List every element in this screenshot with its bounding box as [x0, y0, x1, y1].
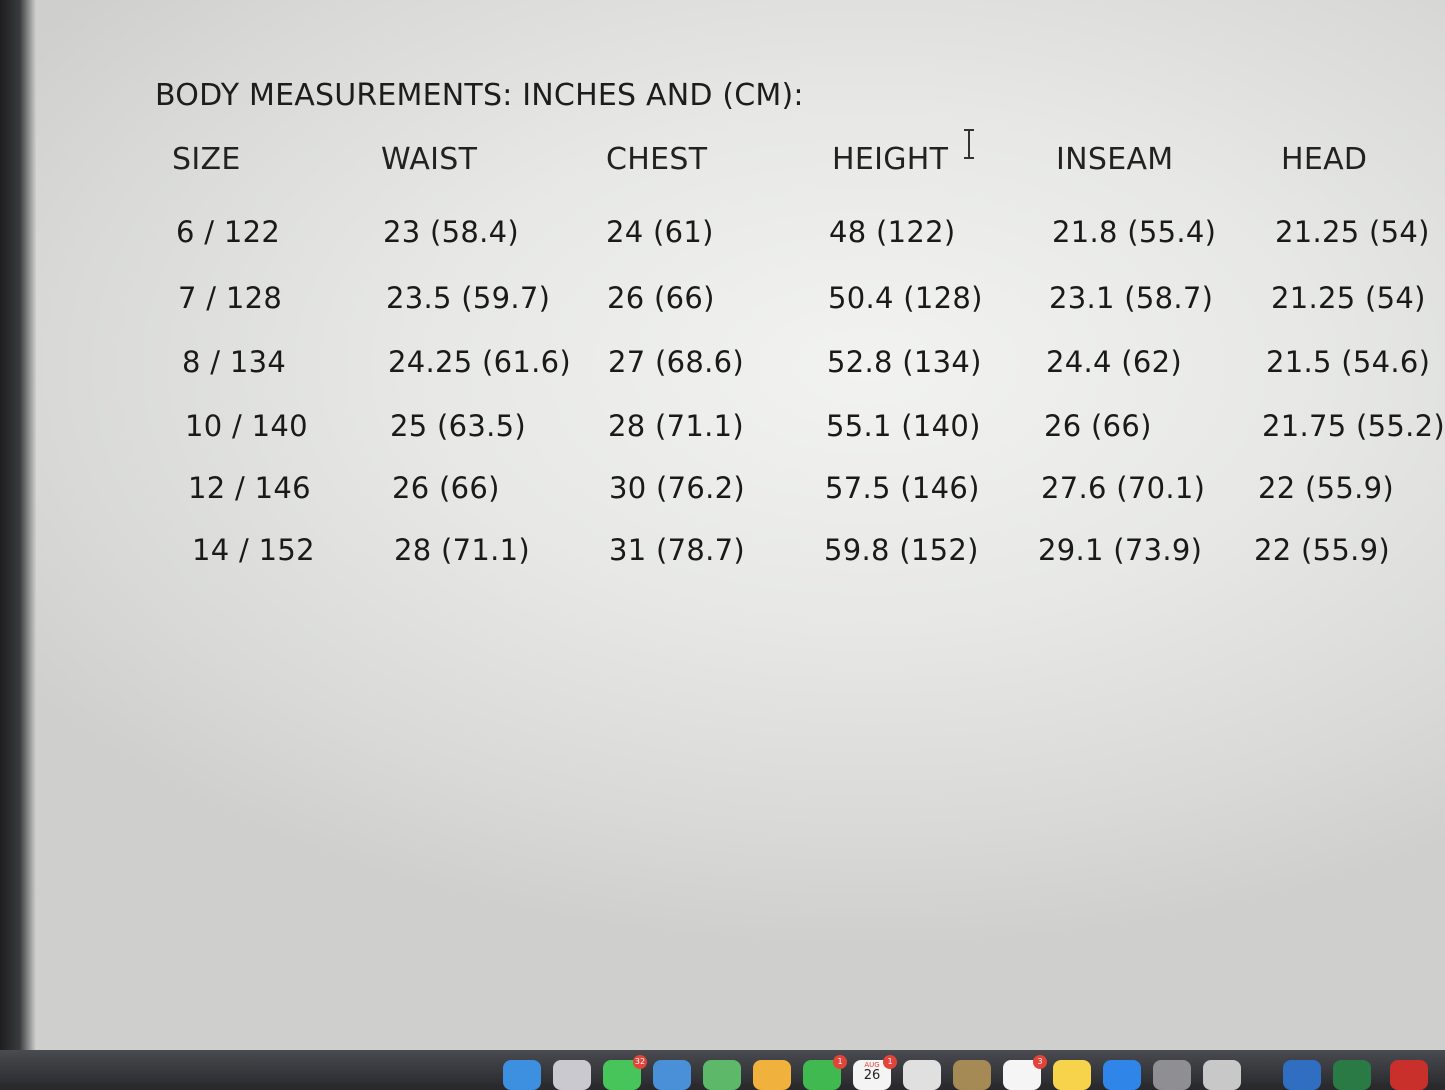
preview-icon[interactable]: [1203, 1060, 1241, 1090]
folder-icon[interactable]: [953, 1060, 991, 1090]
table-cell: 25 (63.5): [390, 409, 527, 443]
table-cell: 23.5 (59.7): [386, 281, 551, 315]
text-cursor-icon: [962, 128, 976, 160]
word-icon[interactable]: [1283, 1060, 1321, 1090]
table-cell: 21.75 (55.2): [1262, 409, 1445, 443]
table-cell: 24.4 (62): [1046, 345, 1183, 379]
settings-icon[interactable]: [1153, 1060, 1191, 1090]
table-cell: 24 (61): [606, 215, 714, 249]
excel-icon[interactable]: [1333, 1060, 1371, 1090]
notification-badge: 32: [633, 1055, 647, 1069]
table-cell: 26 (66): [607, 281, 715, 315]
dock: [0, 1050, 1445, 1084]
table-cell: 26 (66): [1044, 409, 1152, 443]
header-waist: WAIST: [381, 142, 478, 177]
table-cell: 26 (66): [392, 471, 500, 505]
table-cell: 55.1 (140): [826, 409, 981, 443]
table-cell: 21.5 (54.6): [1266, 345, 1431, 379]
table-cell: 59.8 (152): [824, 533, 979, 567]
table-cell: 27.6 (70.1): [1041, 471, 1206, 505]
table-cell: 6 / 122: [176, 215, 281, 249]
table-cell: 8 / 134: [182, 345, 287, 379]
table-cell: 22 (55.9): [1258, 471, 1395, 505]
table-cell: 23.1 (58.7): [1049, 281, 1214, 315]
table-cell: 22 (55.9): [1254, 533, 1391, 567]
messages-icon[interactable]: [603, 1057, 646, 1090]
notification-badge: 1: [883, 1055, 897, 1069]
launchpad-icon[interactable]: [553, 1060, 591, 1090]
table-cell: 24.25 (61.6): [388, 345, 572, 379]
header-height: HEIGHT: [832, 142, 949, 177]
acrobat-icon[interactable]: [1390, 1060, 1428, 1090]
notes-icon[interactable]: [1053, 1060, 1091, 1090]
table-cell: 30 (76.2): [609, 471, 746, 505]
notification-badge: 3: [1033, 1055, 1047, 1069]
table-cell: 50.4 (128): [828, 281, 983, 315]
notification-badge: 1: [833, 1055, 847, 1069]
calendar-day: 26: [863, 1068, 881, 1083]
header-head: HEAD: [1281, 142, 1368, 177]
page-title: BODY MEASUREMENTS: INCHES AND (CM):: [155, 78, 804, 113]
facetime-icon[interactable]: [803, 1057, 843, 1090]
mail-icon[interactable]: [653, 1060, 691, 1090]
table-cell: 52.8 (134): [827, 345, 982, 379]
table-cell: 21.25 (54): [1275, 215, 1430, 249]
table-cell: 12 / 146: [188, 471, 311, 505]
table-cell: 14 / 152: [192, 533, 315, 567]
table-cell: 29.1 (73.9): [1038, 533, 1203, 567]
finder-icon[interactable]: [503, 1060, 541, 1090]
table-cell: 57.5 (146): [825, 471, 980, 505]
table-cell: 21.8 (55.4): [1052, 215, 1217, 249]
maps-icon[interactable]: [703, 1060, 741, 1090]
table-cell: 27 (68.6): [608, 345, 745, 379]
chrome-icon[interactable]: [903, 1060, 941, 1090]
laptop-bezel: [0, 0, 36, 1050]
photos-icon[interactable]: [753, 1060, 791, 1090]
table-cell: 21.25 (54): [1271, 281, 1426, 315]
header-size: SIZE: [172, 142, 241, 177]
table-cell: 10 / 140: [185, 409, 308, 443]
calendar-month: AUG: [864, 1061, 880, 1069]
table-cell: 23 (58.4): [383, 215, 520, 249]
table-cell: 7 / 128: [178, 281, 283, 315]
calendar-icon[interactable]: [853, 1057, 893, 1090]
table-cell: 28 (71.1): [608, 409, 745, 443]
header-chest: CHEST: [606, 142, 708, 177]
table-cell: 48 (122): [829, 215, 956, 249]
table-cell: 28 (71.1): [394, 533, 531, 567]
app-store-icon[interactable]: [1103, 1060, 1141, 1090]
reminders-icon[interactable]: [1003, 1057, 1043, 1090]
header-inseam: INSEAM: [1056, 142, 1174, 177]
table-cell: 31 (78.7): [609, 533, 746, 567]
